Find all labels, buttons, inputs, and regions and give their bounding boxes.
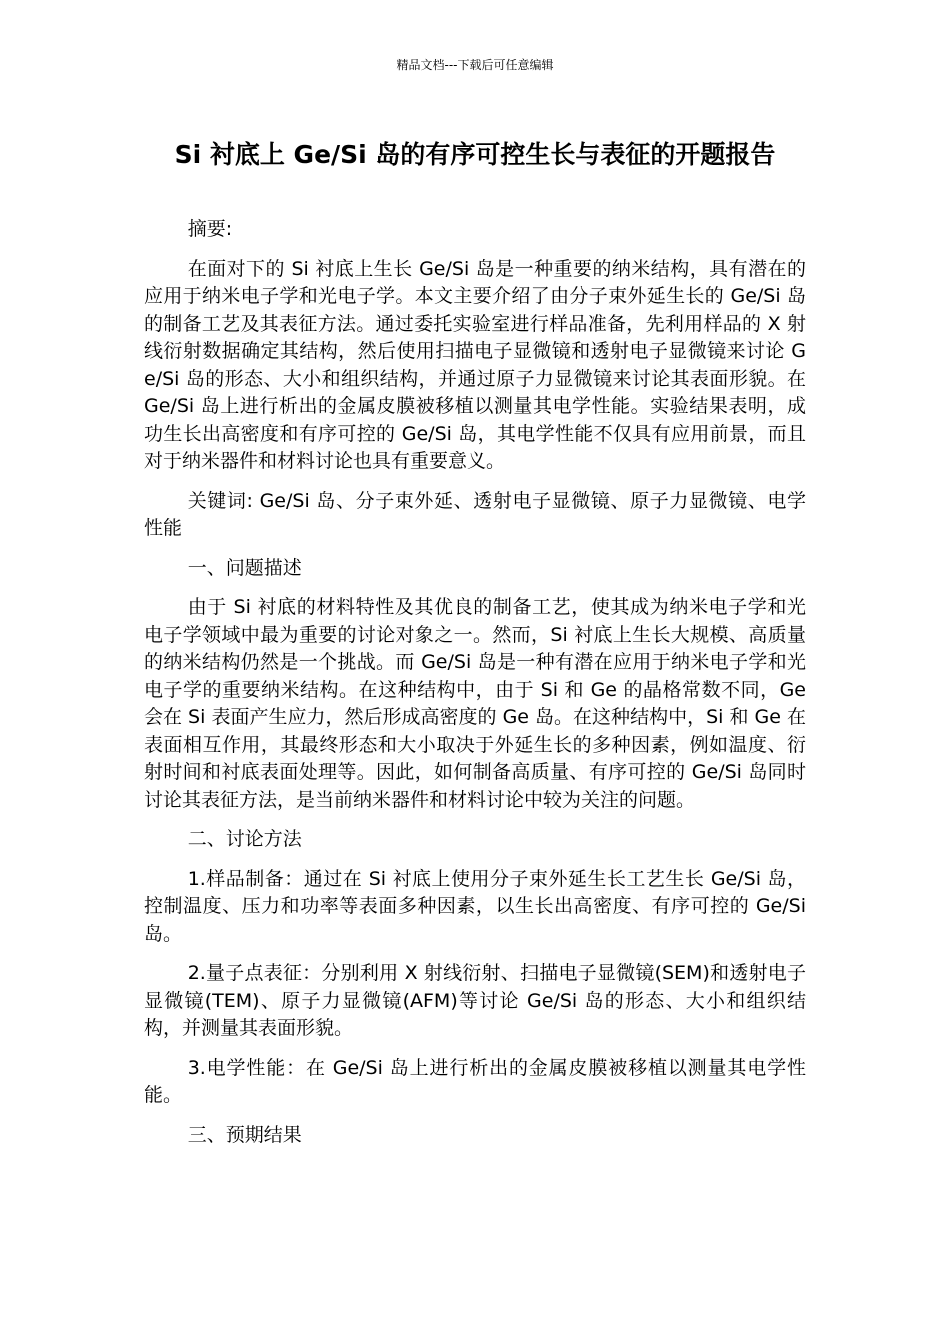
abstract-label: 摘要:	[187, 218, 233, 240]
problem-paragraph: 由于 Si 衬底的材料特性及其优良的制备工艺，使其成为纳米电子学和光电子学领域中最为重要的讨论对象之一。然而，Si 衬底上生长大规模、高质量的纳米结构仍然是一个挑战。而 Ge/Si 岛是一种有潜在应用于纳米电子学和光电子学的重要纳米结构。在这种结构中，由于 Si 和 Ge 的晶格常数不同，Ge 会在 Si 表面产生应力，然后形成高密度的 Ge 岛。在这种结构中，Si 和 Ge 在表面相互作用，其最终形态和大小取决于外延生长的多种因素，例如温度、衍射时间和衬底表面处理等。因此，如何制备高质量、有序可控的 Ge/Si 岛同时讨论其表征方法，是当前纳米器件和材料讨论中较为关注的问题。	[144, 596, 806, 811]
section-heading-methods: 二、讨论方法	[187, 828, 302, 850]
header-note: 精品文档---下载后可任意编辑	[396, 58, 554, 72]
section-heading-expected: 三、预期结果	[187, 1123, 302, 1146]
document-body	[144, 216, 806, 1161]
document-title: Si 衬底上 Ge/Si 岛的有序可控生长与表征的开题报告	[174, 140, 776, 169]
method-characterization: 2.量子点表征：分别利用 X 射线衍射、扫描电子显微镜(SEM)和透射电子显微镜(TEM)、原子力显微镜(AFM)等讨论 Ge/Si 岛的形态、大小和组织结构，并测量其表面形貌。	[144, 962, 806, 1039]
section-heading-problem: 一、问题描述	[187, 556, 302, 579]
keywords-paragraph: 关键词: Ge/Si 岛、分子束外延、透射电子显微镜、原子力显微镜、电学性能	[144, 489, 806, 539]
method-sample-preparation: 1.样品制备：通过在 Si 衬底上使用分子束外延生长工艺生长 Ge/Si 岛，控制温度、压力和功率等表面多种因素，以生长出高密度、有序可控的 Ge/Si 岛。	[144, 867, 806, 945]
method-electrical: 3.电学性能：在 Ge/Si 岛上进行析出的金属皮膜被移植以测量其电学性能。	[144, 1056, 806, 1106]
abstract-paragraph: 在面对下的 Si 衬底上生长 Ge/Si 岛是一种重要的纳米结构，具有潜在的应用于纳米电子学和光电子学。本文主要介绍了由分子束外延生长的 Ge/Si 岛的制备工艺及其表征方法。通过委托实验室进行样品准备，先利用样品的 X 射线衍射数据确定其结构，然后使用扫描电子显微镜和透射电子显微镜来讨论 Ge/Si 岛的形态、大小和组织结构，并通过原子力显微镜来讨论其表面形貌。在 Ge/Si 岛上进行析出的金属皮膜被移植以测量其电学性能。实验结果表明，成功生长出高密度和有序可控的 Ge/Si 岛，其电学性能不仅具有应用前景，而且对于纳米器件和材料讨论也具有重要意义。	[144, 257, 806, 472]
